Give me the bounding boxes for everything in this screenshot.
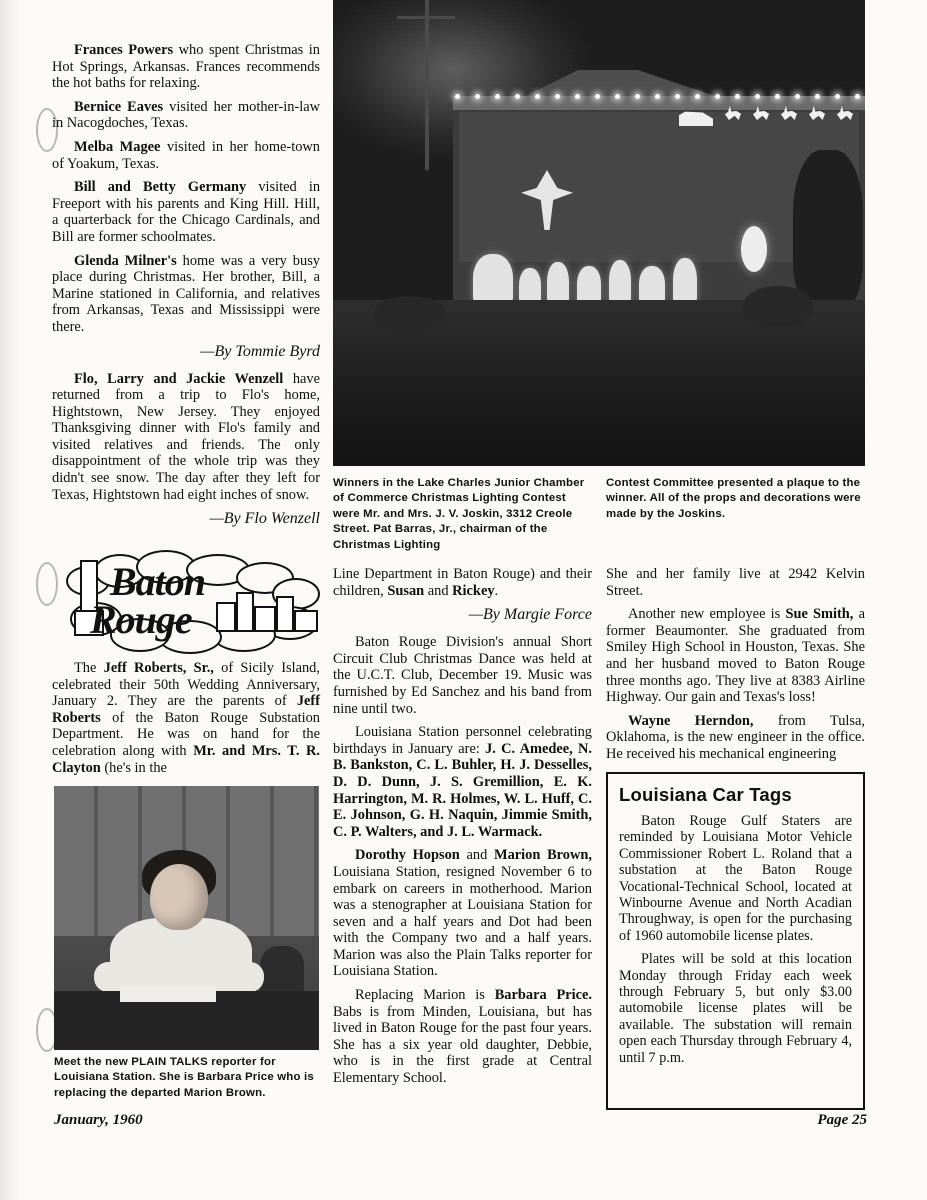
paragraph: Bernice Eaves visited her mother-in-law in Nacogdoches, Texas. <box>52 98 320 132</box>
photo-grain <box>333 0 865 466</box>
person-name: Flo, Larry and Jackie Wenzell <box>74 370 284 387</box>
paragraph: Dorothy Hopson and Marion Brown, Louisiana Station, resigned November 6 to embark on careers in motherhood. Marion was a stenographer at Louisiana Station for seven and a half years and Dot had been with the Company two and a half years. Marion was also the Plain Talks reporter for Louisiana Station. <box>333 847 592 980</box>
left-text-column <box>52 42 320 538</box>
photo-caption-right: Contest Committee presented a plaque to the winner. All of the props and decorations were made by the Joskins. <box>606 477 861 520</box>
person-name: Bernice Eaves <box>74 98 164 115</box>
right-text-column <box>606 566 865 770</box>
baton-rouge-left-text <box>52 660 320 783</box>
page-edge-shadow <box>0 0 20 1200</box>
city-skyline-icon <box>216 584 320 632</box>
byline: —By Flo Wenzell <box>209 510 320 528</box>
person-name: Frances Powers <box>74 42 174 58</box>
birthday-name-list: J. C. Amedee, N. B. Bankston, C. L. Buhler, H. J. Desselles, D. D. Dunn, J. S. Gremillion, E. K. Harrington, M. R. Holmes, W. L. Huff, C. E. Johnson, G. H. Naquin, Jimmie Smith, C. P. Walters, and J. L. Warmack. <box>333 740 592 840</box>
baton-rouge-section-logo <box>66 556 320 652</box>
photo-caption-left: Winners in the Lake Charles Junior Chamber of Commerce Christmas Lighting Contest were Mr. and Mrs. J. V. Joskin, 3312 Creole Street. Pat Barras, Jr., chairman of the Christmas Lighting <box>333 477 585 551</box>
christmas-lighting-photo <box>333 0 865 466</box>
paragraph: Replacing Marion is Barbara Price. Babs is from Minden, Louisiana, but has lived in Baton Rouge for the past four years. She has a six year old daughter, Debbie, who is in the first grade at Central Elementary School. <box>333 987 592 1087</box>
middle-text-column <box>333 566 592 1094</box>
byline: —By Margie Force <box>468 606 592 624</box>
logo-line-2: Rouge <box>90 597 192 642</box>
photo-grain <box>54 786 319 1050</box>
byline: —By Tommie Byrd <box>200 342 320 360</box>
paragraph: Another new employee is Sue Smith, a former Beaumonter. She graduated from Smiley High School in Houston, Texas. She and her husband moved to Baton Rouge three months ago. They live at 8383 Airline Highway. Our gain and Texas's loss! <box>606 606 865 706</box>
paragraph: Glenda Milner's home was a very busy place during Christmas. Her brother, Bill, a Marine stationed in California, and relatives from Arkansas, Texas and Mississippi were there. <box>52 252 320 335</box>
person-name: Melba Magee <box>74 138 161 155</box>
paragraph: Line Department in Baton Rouge) and their children, Susan and Rickey. <box>333 566 592 599</box>
paragraph: She and her family live at 2942 Kelvin Street. <box>606 566 865 599</box>
paragraph: Baton Rouge Division's annual Short Circuit Club Christmas Dance was held at the U.C.T. Club, December 19. Music was furnished by Ed Sanchez and his band from nine until two. <box>333 634 592 717</box>
employee-photo-caption: Meet the new PLAIN TALKS reporter for Louisiana Station. She is Barbara Price who is replacing the departed Marion Brown. <box>54 1056 314 1099</box>
paragraph: Melba Magee visited in her home-town of Yoakum, Texas. <box>52 138 320 172</box>
paragraph: Louisiana Station personnel celebrating birthdays in January are: J. C. Amedee, N. B. Bankston, C. L. Buhler, H. J. Desselles, D. D. Dunn, J. S. Gremillion, E. K. Harrington, M. R. Holmes, W. L. Huff, C. E. Johnson, G. H. Naquin, Jimmie Smith, C. P. Walters, and J. L. Warmack. <box>333 724 592 840</box>
box-title: Louisiana Car Tags <box>619 784 792 805</box>
paragraph: Wayne Herndon, from Tulsa, Oklahoma, is the new engineer in the office. He received his mechanical engineering <box>606 712 865 762</box>
paragraph: Flo, Larry and Jackie Wenzell have returned from a trip to Flo's home, Hightstown, New Jersey. They enjoyed Thanksgiving dinner with Flo's family and visited relatives and friends. The only disappointment of the whole trip was they didn't see snow. The day after they left for Texas, Hightstown had eight inches of snow. <box>52 370 321 503</box>
paragraph: Plates will be sold at this location Monday through Friday each week through February 5, but only $3.00 automobile license plates will be available. The substation will remain open each Thursday through February 4, until 7 p.m. <box>619 951 852 1066</box>
person-name: Glenda Milner's <box>74 252 177 269</box>
person-name: Bill and Betty Germany <box>74 179 247 196</box>
footer-page-number: Page 25 <box>817 1112 867 1128</box>
logo-line-1: Baton <box>110 559 206 604</box>
binder-hole <box>36 562 58 606</box>
barbara-price-photo <box>54 786 319 1050</box>
paragraph: The Jeff Roberts, Sr., of Sicily Island, celebrated their 50th Wedding Anniversary, January 2. They are the parents of Jeff Roberts of the Baton Rouge Substation Department. He was on hand for the celebration along with Mr. and Mrs. T. R. Clayton (he's in the <box>52 660 320 776</box>
louisiana-car-tags-box <box>606 772 865 1110</box>
paragraph: Bill and Betty Germany visited in Freeport with his parents and King Hill. Hill, a quarterback for the Chicago Cardinals, and Bill are former schoolmates. <box>52 179 321 245</box>
paragraph: Frances Powers who spent Christmas in Hot Springs, Arkansas. Frances recommends the hot baths for relaxing. <box>52 42 320 92</box>
footer-issue-date: January, 1960 <box>54 1112 143 1128</box>
paragraph: Baton Rouge Gulf Staters are reminded by Louisiana Motor Vehicle Commissioner Robert L. Roland that a substation at the Baton Rouge Vocational-Technical School, located at Winbourne Avenue and North Acadian Throughway, is open for the purchasing of 1960 automobile license plates. <box>619 813 852 944</box>
